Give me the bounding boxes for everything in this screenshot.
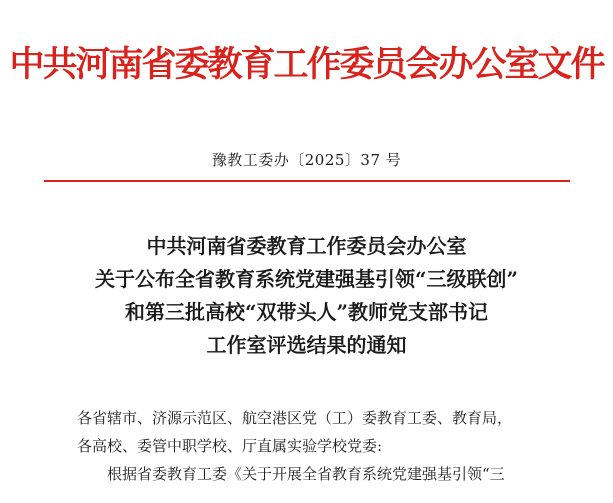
notice-body (77, 404, 557, 488)
document-masthead: 中共河南省委教育工作委员会办公室文件 (9, 45, 604, 85)
body-paragraph: 根据省委教育工委《关于开展全省教育系统党建强基引领“三 (107, 465, 505, 483)
recipients-line: 各高校、委管中职学校、厅直属实验学校党委: (77, 437, 383, 455)
title-line: 工作室评选结果的通知 (206, 333, 407, 357)
title-line: 和第三批高校“双带头人”教师党支部书记 (124, 300, 488, 324)
title-line: 中共河南省委教育工作委员会办公室 (146, 234, 467, 258)
document-number: 豫教工委办〔2025〕37 号 (211, 151, 402, 169)
recipients-line: 各省辖市、济源示范区、航空港区党（工）委教育工委、教育局， (77, 409, 513, 427)
notice-title (0, 230, 613, 362)
red-divider-line (44, 180, 570, 182)
title-line: 关于公布全省教育系统党建强基引领“三级联创” (94, 267, 518, 291)
